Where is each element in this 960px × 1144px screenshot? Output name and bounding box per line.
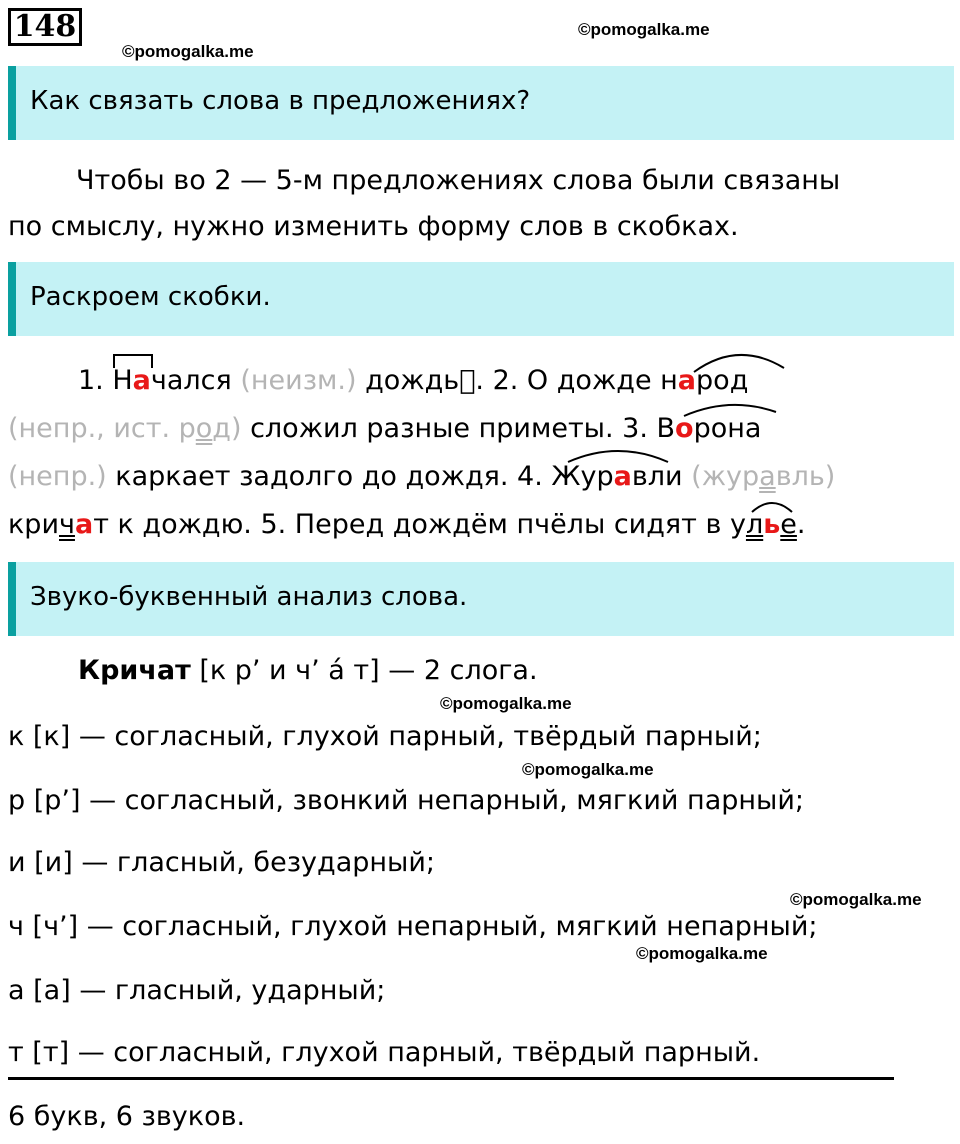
watermark: ©pomogalka.me [578, 20, 710, 39]
root-arc [752, 503, 792, 512]
sentence-line-4: кричат к дождю. 5. Перед дождём пчёлы сидят в улье. [8, 509, 806, 540]
open-brackets-text: Раскроем скобки. [30, 282, 271, 312]
analysis-title: Звуко-буквенный анализ слова. [30, 582, 468, 612]
prefix-mark [114, 355, 152, 368]
divider [8, 1077, 894, 1080]
analysis-row: р [р’] — согласный, звонкий непарный, мягкий парный; [8, 785, 804, 816]
morpheme-marks [0, 0, 960, 560]
word-dozhd: дождь [365, 365, 476, 396]
analysis-heading [78, 654, 538, 688]
watermark: ©pomogalka.me [790, 890, 922, 909]
analysis-row: а [а] — гласный, ударный; [8, 975, 386, 1006]
watermark: ©pomogalka.me [522, 760, 654, 779]
highlight-letter: а [74, 509, 94, 540]
word-nachalsya: Начался [112, 365, 232, 396]
highlight-letter: ь [763, 509, 781, 540]
sentence-line-3: (непр.) каркает задолго до дождя. 4. Журавли (журавль) [8, 461, 836, 492]
watermark: ©pomogalka.me [122, 42, 254, 61]
analysis-row: и [и] — гласный, безударный; [8, 847, 435, 878]
root-arc [694, 355, 784, 372]
highlight-letter: а [613, 461, 632, 492]
note: (непр.) [8, 461, 107, 492]
word-krichat: кричат [8, 509, 109, 540]
analysis-word: Кричат [78, 655, 191, 686]
analysis-row: ч [ч’] — согласный, глухой непарный, мягкий непарный; [8, 911, 818, 942]
word-ulye: улье [729, 509, 797, 540]
note: (неизм.) [240, 365, 357, 396]
sentence-line-1: 1. Начался (неизм.) дождь. 2. О дожде народ [78, 365, 749, 396]
highlight-letter: о [675, 413, 694, 444]
root-arc [684, 405, 776, 416]
sentence-number: 1. [78, 365, 104, 396]
answer-line-1: Чтобы во 2 — 5-м предложениях слова были связаны [76, 165, 841, 196]
note: (журавль) [691, 461, 836, 492]
highlight-letter: а [132, 365, 151, 396]
analysis-band [8, 562, 954, 636]
analysis-row: к [к] — согласный, глухой парный, твёрдый парный; [8, 721, 762, 752]
watermark: ©pomogalka.me [440, 694, 572, 713]
analysis-row: т [т] — согласный, глухой парный, твёрдый парный. [8, 1037, 761, 1068]
sentence-line-2: (непр., ист. род) сложил разные приметы. 3. Ворона [8, 413, 762, 444]
answer-line-2: по смыслу, нужно изменить форму слов в скобках. [8, 211, 739, 242]
question-text: Как связать слова в предложениях? [30, 86, 531, 116]
exercise-number: 148 [8, 8, 82, 46]
transcription: [к р’ и ч’ а́ т] — 2 слога. [190, 655, 538, 686]
word-narod: народ [660, 365, 749, 396]
highlight-letter: а [677, 365, 697, 396]
summary: 6 букв, 6 звуков. [8, 1101, 246, 1132]
watermark: ©pomogalka.me [636, 944, 768, 963]
root-arc [568, 451, 668, 462]
note: (непр., ист. род) [8, 413, 242, 444]
